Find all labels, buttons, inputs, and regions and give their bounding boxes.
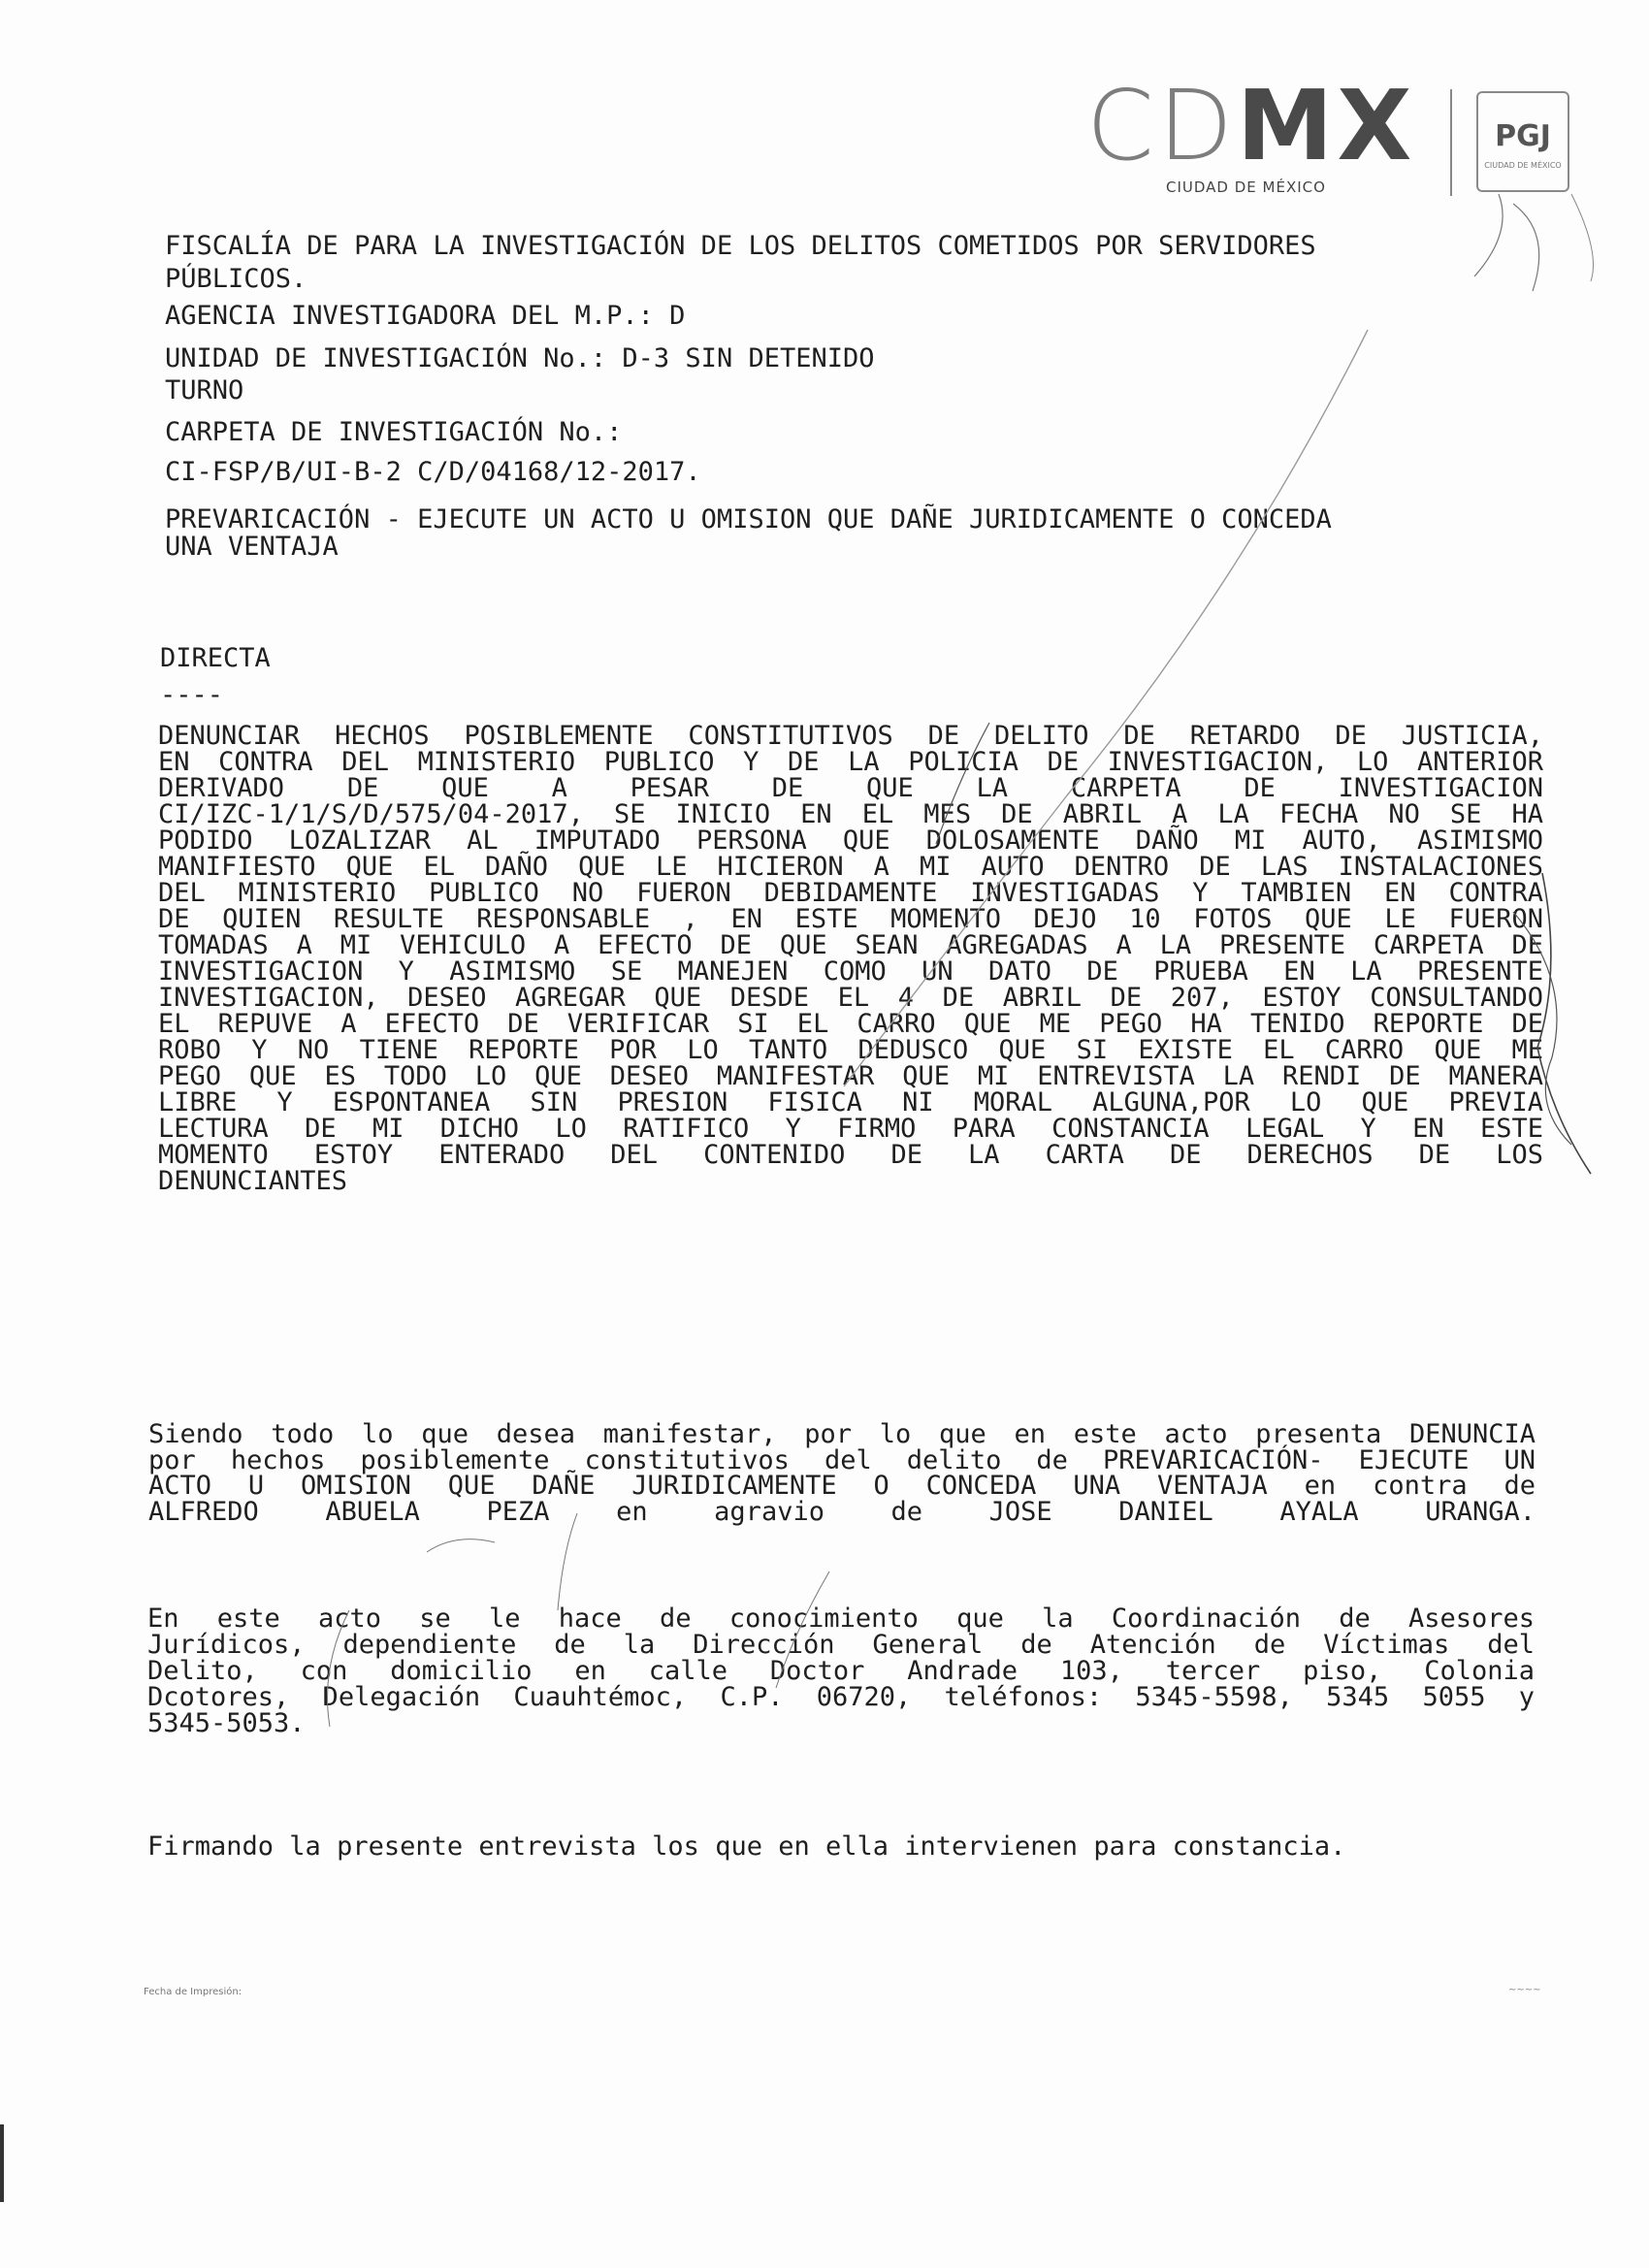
- header-unidad: UNIDAD DE INVESTIGACIÓN No.: D-3 SIN DETENIDO: [165, 343, 875, 373]
- section-dashes: ----: [160, 680, 224, 710]
- statement-line: INVESTIGACION Y ASIMISMO SE MANEJEN COMO UN DATO DE PRUEBA EN LA PRESENTE: [158, 956, 1543, 987]
- section-directa: DIRECTA: [160, 643, 271, 673]
- header-fiscalia-line-2: PÚBLICOS.: [165, 264, 307, 294]
- conclusion-line: Siendo todo lo que desea manifestar, por lo que en este acto presenta DENUNCIA: [148, 1419, 1536, 1449]
- statement-line: PODIDO LOZALIZAR AL IMPUTADO PERSONA QUE DOLOSAMENTE DAÑO MI AUTO, ASIMISMO: [158, 826, 1543, 856]
- asesores-line: Jurídicos, dependiente de la Dirección General de Atención de Víctimas del: [147, 1630, 1535, 1660]
- pen-stroke-2: [1537, 873, 1591, 1174]
- statement-line: TOMADAS A MI VEHICULO A EFECTO DE QUE SEAN AGREGADAS A LA PRESENTE CARPETA DE: [158, 930, 1543, 960]
- statement-line: EN CONTRA DEL MINISTERIO PUBLICO Y DE LA POLICIA DE INVESTIGACION, LO ANTERIOR: [158, 747, 1543, 777]
- pen-stroke-low: [427, 1513, 829, 1688]
- asesores-line: Dcotores, Delegación Cuauhtémoc, C.P. 06720, teléfonos: 5345-5598, 5345 5055 y: [147, 1682, 1535, 1712]
- closing-line: Firmando la presente entrevista los que en ella intervienen para constancia.: [147, 1831, 1346, 1862]
- cdmx-logo-suffix: MX: [1236, 69, 1416, 182]
- diagonal-pen-line: [844, 330, 1368, 1086]
- footer-mark: ~~~~: [1508, 1985, 1541, 1995]
- statement-line: DENUNCIANTES: [158, 1166, 348, 1196]
- statement-line: MOMENTO ESTOY ENTERADO DEL CONTENIDO DE LA CARTA DE DERECHOS DE LOS: [158, 1140, 1543, 1170]
- pen-stroke-1: [936, 723, 989, 844]
- header-delito-line-2: UNA VENTAJA: [165, 532, 339, 562]
- header-carpeta-number: CI-FSP/B/UI-B-2 C/D/04168/12-2017.: [165, 457, 701, 487]
- statement-line: LECTURA DE MI DICHO LO RATIFICO Y FIRMO PARA CONSTANCIA LEGAL Y EN ESTE: [158, 1114, 1543, 1144]
- statement-line: MANIFIESTO QUE EL DAÑO QUE LE HICIERON A MI AUTO DENTRO DE LAS INSTALACIONES: [158, 852, 1543, 882]
- conclusion-line: por hechos posiblemente constitutivos del delito de PREVARICACIÓN- EJECUTE UN: [148, 1444, 1536, 1475]
- pen-stroke-top: [1474, 194, 1539, 291]
- header-fiscalia-line-1: FISCALÍA DE PARA LA INVESTIGACIÓN DE LOS DELITOS COMETIDOS POR SERVIDORES: [165, 231, 1316, 261]
- cdmx-logo-subtitle: CIUDAD DE MÉXICO: [1166, 178, 1326, 196]
- pen-stroke-top-2: [1571, 194, 1594, 281]
- header-delito-line-1: PREVARICACIÓN - EJECUTE UN ACTO U OMISION QUE DAÑE JURIDICAMENTE O CONCEDA: [165, 504, 1332, 535]
- header-turno: TURNO: [165, 375, 244, 405]
- cdmx-logo-prefix: CD: [1086, 69, 1237, 182]
- statement-line: DERIVADO DE QUE A PESAR DE QUE LA CARPETA DE INVESTIGACION: [158, 773, 1543, 803]
- pen-stroke-low-2: [328, 1610, 350, 1727]
- conclusion-line: ALFREDO ABUELA PEZA en agravio de JOSE DANIEL AYALA URANGA.: [148, 1496, 1536, 1527]
- statement-line: ROBO Y NO TIENE REPORTE POR LO TANTO DEDUSCO QUE SI EXISTE EL CARRO QUE ME: [158, 1035, 1543, 1065]
- pgj-seal-subtitle: CIUDAD DE MÉXICO: [1484, 161, 1562, 170]
- header-agencia: AGENCIA INVESTIGADORA DEL M.P.: D: [165, 301, 686, 331]
- asesores-line: En este acto se le hace de conocimiento que la Coordinación de Asesores: [147, 1604, 1535, 1634]
- asesores-line: 5345-5053.: [147, 1708, 306, 1738]
- statement-line: INVESTIGACION, DESEO AGREGAR QUE DESDE EL 4 DE ABRIL DE 207, ESTOY CONSULTANDO: [158, 983, 1543, 1013]
- footer-print-date: Fecha de Impresión:: [144, 1987, 242, 1997]
- statement-line: LIBRE Y ESPONTANEA SIN PRESION FISICA NI MORAL ALGUNA,POR LO QUE PREVIA: [158, 1087, 1543, 1118]
- header-carpeta-label: CARPETA DE INVESTIGACIÓN No.:: [165, 417, 623, 447]
- pgj-seal-text: PGJ: [1495, 119, 1551, 153]
- asesores-line: Delito, con domicilio en calle Doctor Andrade 103, tercer piso, Colonia: [147, 1656, 1535, 1686]
- conclusion-line: ACTO U OMISION QUE DAÑE JURIDICAMENTE O CONCEDA UNA VENTAJA en contra de: [148, 1471, 1536, 1501]
- statement-line: CI/IZC-1/1/S/D/575/04-2017, SE INICIO EN EL MES DE ABRIL A LA FECHA NO SE HA: [158, 799, 1543, 829]
- statement-line: PEGO QUE ES TODO LO QUE DESEO MANIFESTAR QUE MI ENTREVISTA LA RENDI DE MANERA: [158, 1061, 1543, 1091]
- statement-line: DEL MINISTERIO PUBLICO NO FUERON DEBIDAMENTE INVESTIGADAS Y TAMBIEN EN CONTRA: [158, 878, 1543, 908]
- statement-line: DE QUIEN RESULTE RESPONSABLE , EN ESTE MOMENTO DEJO 10 FOTOS QUE LE FUERON: [158, 904, 1543, 934]
- statement-line: DENUNCIAR HECHOS POSIBLEMENTE CONSTITUTIVOS DE DELITO DE RETARDO DE JUSTICIA,: [158, 721, 1543, 751]
- statement-line: EL REPUVE A EFECTO DE VERIFICAR SI EL CARRO QUE ME PEGO HA TENIDO REPORTE DE: [158, 1009, 1543, 1039]
